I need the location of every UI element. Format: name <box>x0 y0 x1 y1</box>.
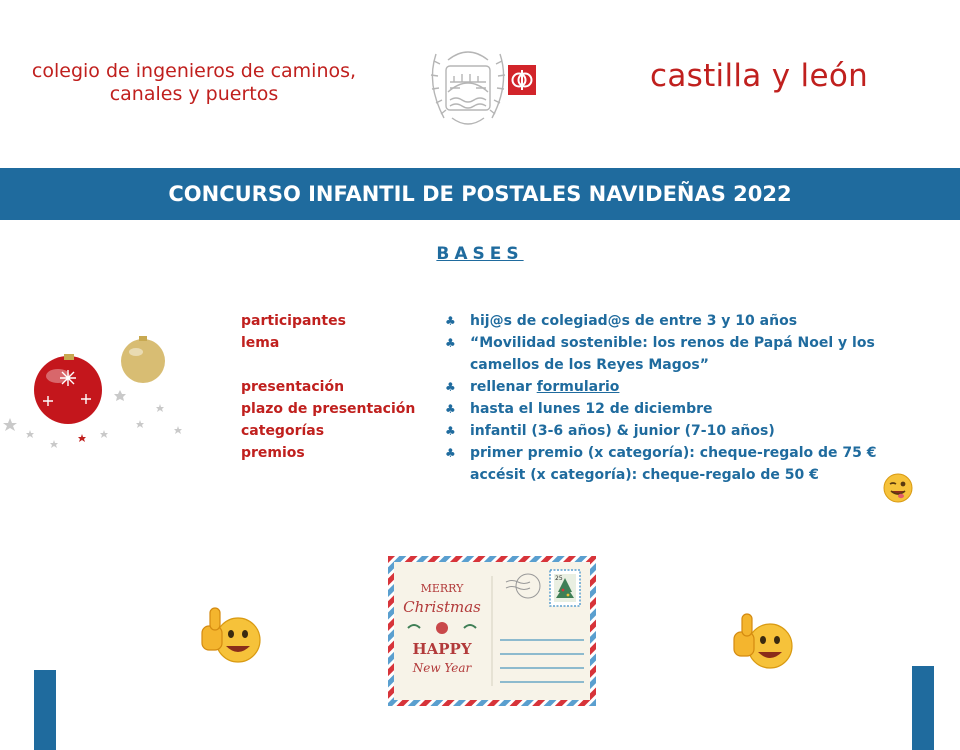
organization-name <box>14 60 374 106</box>
club-bullet-icon: ♣ <box>445 402 456 416</box>
form-link[interactable]: formulario <box>536 379 620 395</box>
rule-term: categorías <box>241 423 325 439</box>
postcard-text-new-year: New Year <box>412 661 472 675</box>
rule-term: premios <box>241 445 305 461</box>
rule-term: presentación <box>241 379 345 395</box>
club-bullet-icon: ♣ <box>445 424 456 438</box>
rule-value-line <box>470 376 881 398</box>
thumbs-up-face-icon <box>728 606 798 676</box>
christmas-ornaments-icon <box>0 330 200 460</box>
rule-value <box>470 442 881 486</box>
postcard-text-merry: MERRY <box>420 582 464 595</box>
rule-term: lema <box>241 335 280 351</box>
college-seal-icon <box>418 34 518 134</box>
rule-submission <box>241 376 881 398</box>
club-bullet-icon: ♣ <box>445 380 456 394</box>
rule-value <box>470 310 881 332</box>
club-bullet-icon: ♣ <box>445 446 456 460</box>
rule-value-line: hij@s de colegiad@s de entre 3 y 10 años <box>470 313 798 329</box>
decorative-bar-right <box>912 666 934 750</box>
rule-motto <box>241 332 881 376</box>
section-heading: BASES <box>436 244 524 264</box>
region-name: castilla y león <box>650 58 869 94</box>
rule-value-line: primer premio (x categoría): cheque-regalo de 75 € <box>470 445 877 461</box>
rule-value <box>470 398 881 420</box>
rule-value <box>470 376 881 398</box>
rule-participants <box>241 310 881 332</box>
rule-deadline <box>241 398 881 420</box>
rule-categories <box>241 420 881 442</box>
rule-prizes <box>241 442 881 486</box>
christmas-postcard-image <box>388 556 596 706</box>
rule-value-line: camellos de los Reyes Magos” <box>470 357 709 373</box>
rule-value-prefix: rellenar <box>470 379 537 395</box>
title-banner <box>0 168 960 220</box>
decorative-bar-left <box>34 670 56 750</box>
rule-term: plazo de presentación <box>241 401 416 417</box>
page-title: CONCURSO INFANTIL DE POSTALES NAVIDEÑAS 2022 <box>168 182 792 206</box>
postcard-text-happy: HAPPY <box>412 640 472 658</box>
stamp-value: 25 <box>555 575 563 582</box>
ccp-logo-icon <box>508 65 536 95</box>
rule-term: participantes <box>241 313 346 329</box>
winking-face-icon <box>882 472 914 504</box>
rule-value-line: hasta el lunes 12 de diciembre <box>470 401 713 417</box>
club-bullet-icon: ♣ <box>445 314 456 328</box>
org-name-line-2: canales y puertos <box>109 83 279 105</box>
rule-value-line: accésit (x categoría): cheque-regalo de 50 € <box>470 467 819 483</box>
rule-value <box>470 420 881 442</box>
rule-value-line: infantil (3-6 años) & junior (7-10 años) <box>470 423 775 439</box>
org-name-line-1: colegio de ingenieros de caminos, <box>31 60 357 82</box>
rules-list <box>241 310 881 486</box>
club-bullet-icon: ♣ <box>445 336 456 350</box>
postcard-text-christmas: Christmas <box>403 598 481 616</box>
rule-value <box>470 332 881 376</box>
thumbs-up-face-icon <box>196 600 266 670</box>
rule-value-line: “Movilidad sostenible: los renos de Papá Noel y los <box>470 335 875 351</box>
